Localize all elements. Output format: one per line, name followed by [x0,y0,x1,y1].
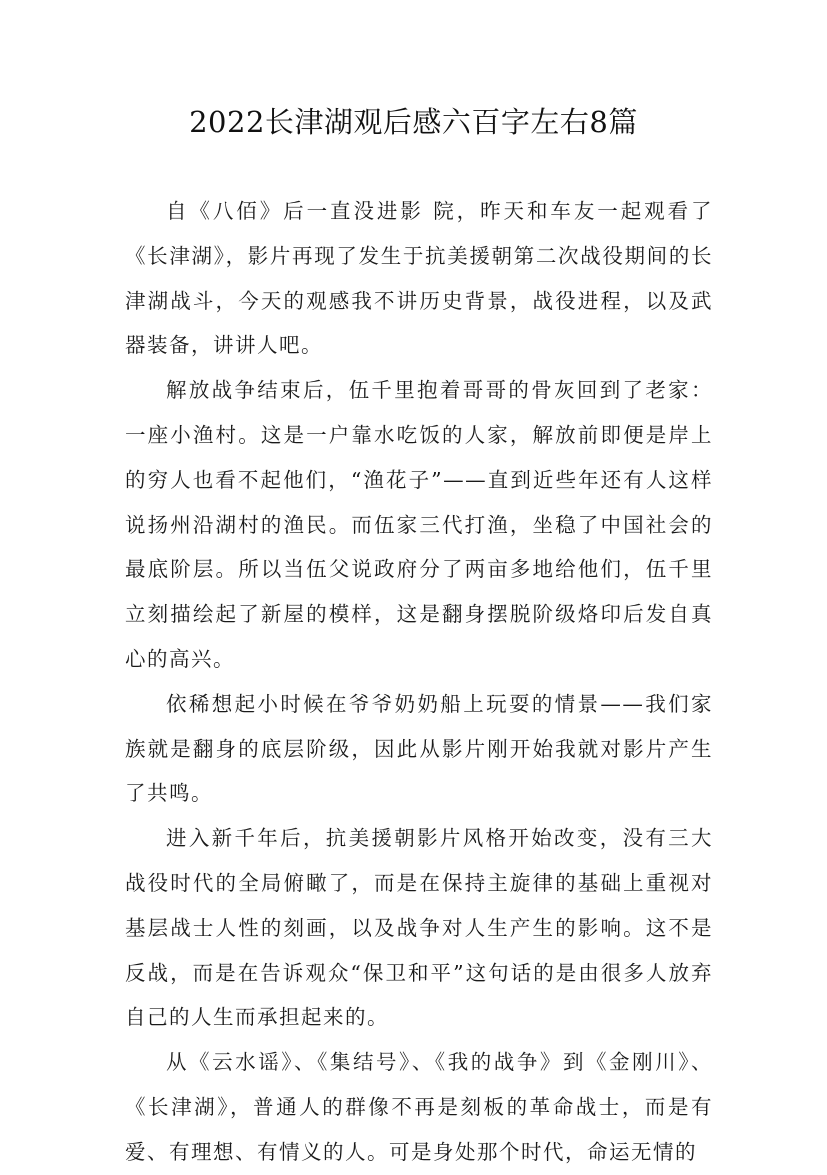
paragraph-1: 自《八佰》后一直没进影 院，昨天和车友一起观看了《长津湖》，影片再现了发生于抗美援朝第二次战役期间的长津湖战斗，今天的观感我不讲历史背景，战役进程，以及武器装备，讲讲人吧。 [125,199,713,358]
paragraph-2: 解放战争结束后，伍千里抱着哥哥的骨灰回到了老家：一座小渔村。这是一户靠水吃饭的人家，解放前即便是岸上的穷人也看不起他们，“渔花子”——直到近些年还有人这样说扬州沿湖村的渔民。而伍家三代打渔，坐稳了中国社会的最底阶层。所以当伍父说政府分了两亩多地给他们，伍千里立刻描绘起了新屋的模样，这是翻身摆脱阶级烙印后发自真心的高兴。 [125,378,713,671]
document-body [125,189,713,1175]
paragraph-3: 依稀想起小时候在爷爷奶奶船上玩耍的情景——我们家族就是翻身的底层阶级，因此从影片刚开始我就对影片产生了共鸣。 [125,691,713,806]
paragraph-4: 进入新千年后，抗美援朝影片风格开始改变，没有三大战役时代的全局俯瞰了，而是在保持主旋律的基础上重视对基层战士人性的刻画，以及战争对人生产生的影响。这不是反战，而是在告诉观众“保卫和平”这句话的是由很多人放弃自己的人生而承担起来的。 [125,826,713,1030]
document-title: 2022长津湖观后感六百字左右8篇 [189,105,638,139]
paragraph-5: 从《云水谣》、《集结号》、《我的战争》到《金刚川》、《长津湖》，普通人的群像不再是刻板的革命战士，而是有爱、有理想、有情义的人。可是身处那个时代，命运无情的 [125,1050,713,1164]
